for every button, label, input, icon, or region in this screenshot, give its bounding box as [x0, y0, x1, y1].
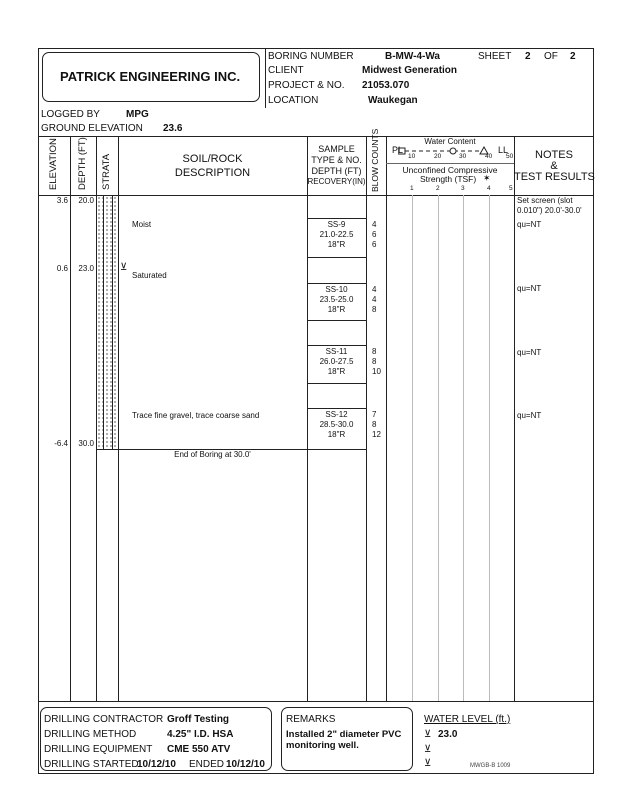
depth-value: 30.0 [78, 439, 94, 448]
blow-count: 12 [372, 430, 381, 439]
screen-note: 0.010") 20.0'-30.0' [517, 206, 582, 215]
sample-interval-rule [307, 257, 366, 258]
form-code: MWGB-B 1009 [470, 763, 511, 769]
sample-recovery: 18"R [327, 305, 346, 314]
water-level-symbol-icon: ⊻ [424, 744, 432, 755]
soil-description: Trace fine gravel, trace coarse sand [132, 411, 260, 420]
ended-value: 10/12/10 [226, 759, 265, 770]
col-line-elev [70, 136, 71, 701]
method-value: 4.25" I.D. HSA [167, 729, 234, 740]
blow-counts-header: BLOW COUNTS [370, 128, 380, 192]
location-value: Waukegan [368, 95, 418, 106]
wc-tick-10: 10 [408, 153, 416, 160]
ground-elevation-value: 23.6 [163, 123, 183, 134]
strata-fill [97, 196, 118, 449]
depth-value: 23.0 [78, 264, 94, 273]
elevation-value: 3.6 [56, 196, 68, 205]
well-casing-right [112, 196, 113, 449]
sample-header-1: SAMPLE [318, 144, 355, 154]
sample-header-3: DEPTH (FT) [311, 166, 362, 176]
elevation-value: 0.6 [56, 264, 68, 273]
water-level-marker-icon: ⊻ [120, 262, 128, 273]
notes-header-2: & [550, 160, 558, 172]
sample-interval-rule [307, 283, 366, 284]
pl-label: PL [392, 145, 404, 155]
wc-tick-40: 40 [485, 153, 493, 160]
pl-square-icon [398, 148, 405, 154]
chart-header-divider [386, 163, 514, 164]
blow-count-cell [372, 347, 381, 377]
sample-interval-rule [307, 345, 366, 346]
sample-interval-rule [307, 408, 366, 409]
sheet-num: 2 [525, 51, 531, 62]
ucs-tick-4: 4 [487, 185, 491, 192]
sample-interval-rule [307, 218, 366, 219]
sample-interval-rule [307, 383, 366, 384]
logged-by-value: MPG [126, 109, 149, 120]
blow-count-cell [372, 220, 376, 250]
water-level-value: 23.0 [438, 729, 458, 740]
equipment-label: DRILLING EQUIPMENT [44, 744, 153, 755]
started-label: DRILLING STARTED [44, 759, 139, 770]
qu-note: qu=NT [517, 348, 542, 357]
depth-header: DEPTH (FT) [77, 137, 88, 190]
ll-label: LL [498, 145, 509, 155]
water-level-label: WATER LEVEL (ft.) [424, 714, 511, 725]
col-line-blows [386, 136, 387, 701]
location-label: LOCATION [268, 95, 319, 106]
soil-description: Saturated [132, 271, 167, 280]
water-level-symbol-icon: ⊻ [424, 729, 432, 740]
project-number: 21053.070 [362, 80, 410, 91]
end-of-boring: End of Boring at 30.0' [174, 450, 251, 459]
sample-recovery: 18"R [327, 367, 346, 376]
blow-count-cell [372, 410, 381, 440]
blow-count: 7 [372, 410, 377, 419]
qu-note: qu=NT [517, 220, 542, 229]
blow-count-cell [372, 285, 376, 315]
chart-grid-2 [438, 195, 439, 701]
boring-number-label: BORING NUMBER [268, 51, 354, 62]
wc-tick-20: 20 [434, 153, 442, 160]
method-label: DRILLING METHOD [44, 729, 137, 740]
project-label: PROJECT & NO. [268, 80, 345, 91]
sample-id: SS-12 [325, 410, 348, 419]
blow-count: 8 [372, 347, 377, 356]
col-line-sample [366, 136, 367, 701]
moisture-circle-icon [450, 148, 456, 154]
ucs-tick-3: 3 [461, 185, 465, 192]
col-line-strata [118, 136, 119, 701]
contractor-label: DRILLING CONTRACTOR [44, 714, 164, 725]
contractor-value: Groff Testing [167, 714, 230, 725]
sheet-total: 2 [570, 51, 576, 62]
sheet-label: SHEET [478, 51, 512, 62]
depth-value: 20.0 [78, 196, 94, 205]
client-label: CLIENT [268, 65, 304, 76]
ground-elevation-label: GROUND ELEVATION [41, 123, 143, 134]
elevation-value: -6.4 [54, 439, 68, 448]
logged-by-label: LOGGED BY [41, 109, 100, 120]
notes-header-3: TEST RESULTS [514, 171, 595, 183]
header-divider [265, 48, 266, 108]
well-casing-left [103, 196, 104, 449]
sample-depth: 23.5-25.0 [319, 295, 354, 304]
col-line-chart [514, 136, 515, 701]
sample-cell [307, 285, 366, 315]
ucs-tick-2: 2 [436, 185, 440, 192]
sample-recovery: 18"R [327, 240, 346, 249]
blow-count: 8 [372, 420, 377, 429]
remarks-label: REMARKS [286, 714, 336, 725]
sample-id: SS-9 [327, 220, 346, 229]
of-label: OF [544, 51, 558, 62]
equipment-value: CME 550 ATV [167, 744, 231, 755]
chart-grid-1 [412, 195, 413, 701]
colhead-bottom-rule [38, 195, 594, 196]
blow-count: 8 [372, 357, 377, 366]
ucs-tick-5: 5 [509, 185, 513, 192]
header-bottom-rule [38, 136, 594, 137]
sample-depth: 28.5-30.0 [319, 420, 354, 429]
blow-count: 4 [372, 285, 377, 294]
sample-depth: 21.0-22.5 [319, 230, 354, 239]
ucs-label-1: Unconfined Compressive [402, 165, 498, 175]
water-content-label: Water Content [424, 137, 476, 146]
blow-count: 6 [372, 240, 377, 249]
boring-number: B-MW-4-Wa [385, 51, 440, 62]
client-value: Midwest Generation [362, 65, 458, 76]
soil-desc-header-2: DESCRIPTION [174, 167, 251, 179]
sample-cell [307, 220, 366, 250]
notes-header-1: NOTES [535, 149, 573, 161]
blow-count: 4 [372, 295, 377, 304]
wc-tick-30: 30 [459, 153, 467, 160]
water-level-symbol-icon: ⊻ [424, 758, 432, 769]
blow-count: 4 [372, 220, 377, 229]
started-value: 10/12/10 [137, 759, 176, 770]
sample-depth: 26.0-27.5 [319, 357, 354, 366]
screen-note: Set screen (slot [517, 196, 573, 205]
elevation-header: ELEVATION [48, 138, 59, 190]
blow-count: 10 [372, 367, 381, 376]
sample-cell [307, 410, 366, 440]
ucs-star-icon: ✶ [483, 173, 491, 183]
sample-interval-rule [307, 320, 366, 321]
blow-count: 8 [372, 305, 377, 314]
ended-label: ENDED [189, 759, 225, 770]
soil-description: Moist [132, 220, 152, 229]
sample-id: SS-11 [325, 347, 348, 356]
soil-desc-header-1: SOIL/ROCK [182, 153, 243, 165]
strata-header: STRATA [101, 153, 112, 190]
ucs-tick-1: 1 [410, 185, 414, 192]
footer-top-rule [38, 701, 594, 702]
blow-count: 6 [372, 230, 377, 239]
remarks-line-1: Installed 2" diameter PVC [286, 729, 402, 740]
qu-note: qu=NT [517, 284, 542, 293]
sample-header-4: RECOVERY(IN) [307, 177, 366, 186]
sample-cell [307, 347, 366, 377]
remarks-line-2: monitoring well. [286, 740, 359, 751]
sample-header-2: TYPE & NO. [311, 155, 362, 165]
qu-note: qu=NT [517, 411, 542, 420]
chart-grid-4 [489, 195, 490, 701]
sample-recovery: 18"R [327, 430, 346, 439]
ucs-label-2: Strength (TSF) [420, 174, 477, 184]
chart-grid-3 [463, 195, 464, 701]
sample-id: SS-10 [325, 285, 348, 294]
company-name: PATRICK ENGINEERING INC. [60, 69, 241, 84]
wc-tick-50: 50 [506, 153, 514, 160]
